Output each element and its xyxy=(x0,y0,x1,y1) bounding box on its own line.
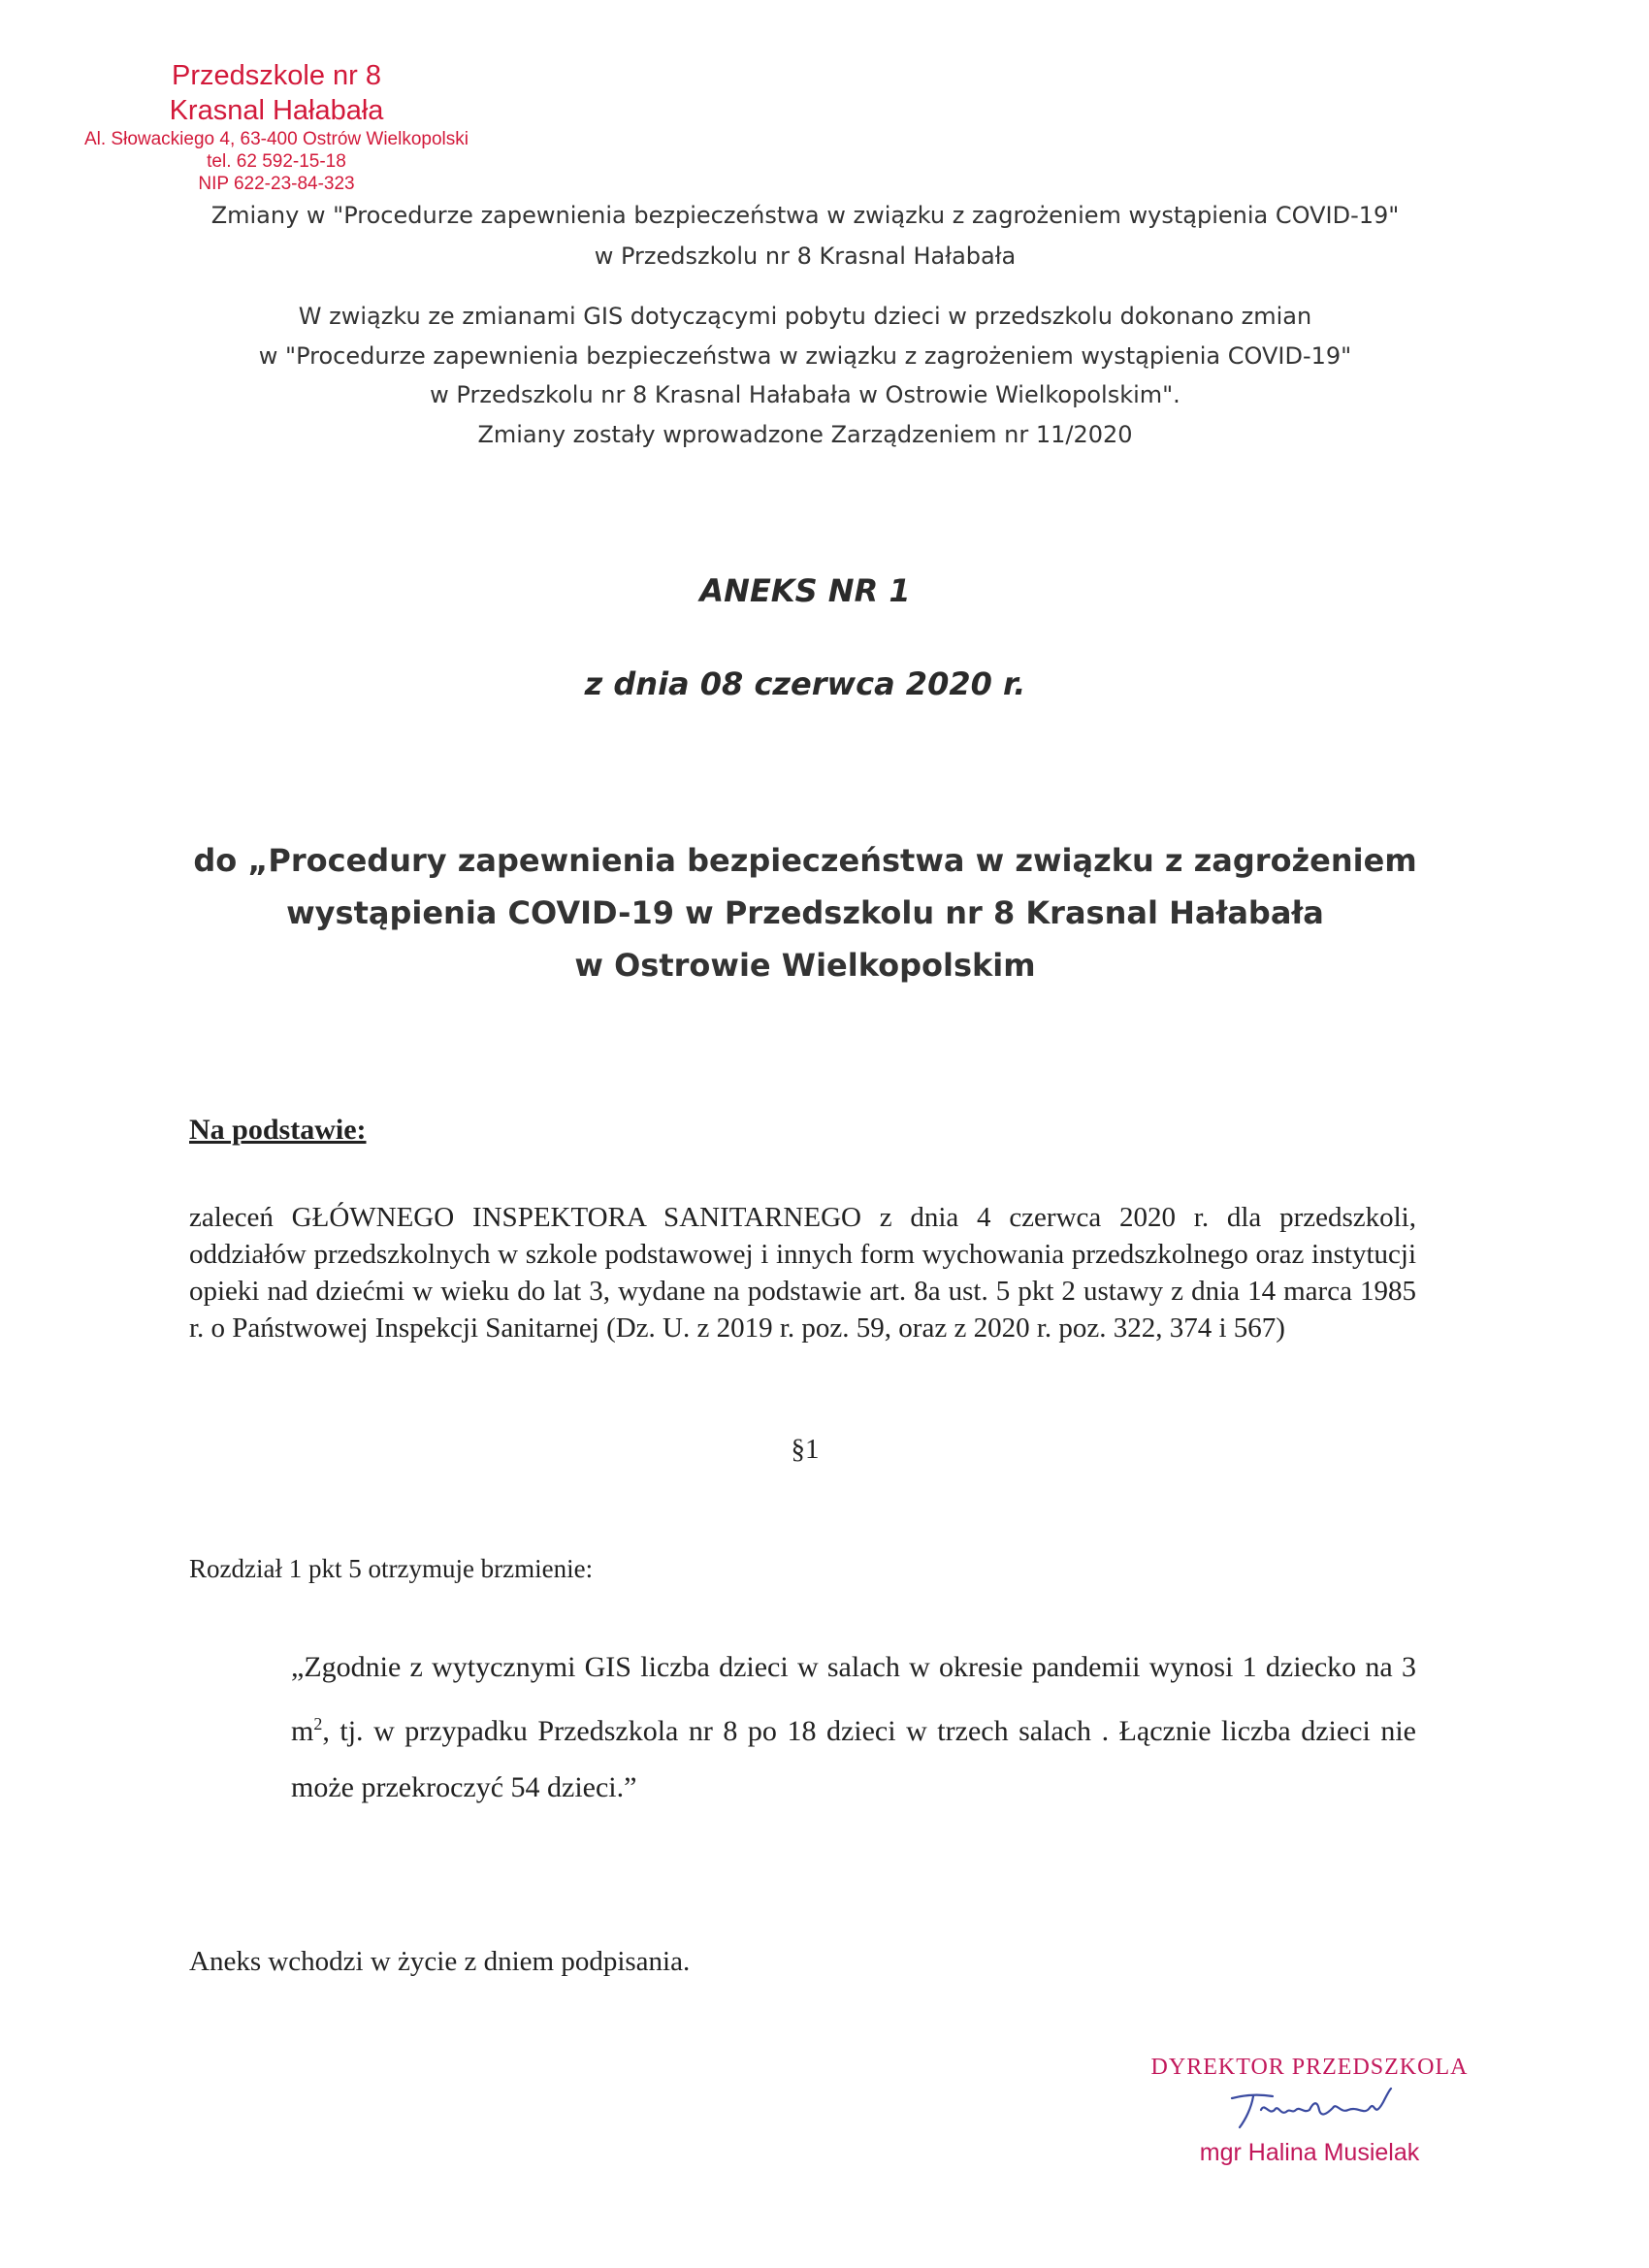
quote-part-1: „Zgodnie z wytycznymi GIS liczba dzieci w salach w okresie pandemii wynosi 1 dziecko na 3 m xyxy=(291,1651,1416,1747)
header-line-6: Zmiany zostały wprowadzone Zarządzeniem nr 11/2020 xyxy=(477,421,1133,448)
chapter-statement: Rozdział 1 pkt 5 otrzymuje brzmienie: xyxy=(189,1554,594,1583)
signature-role: DYREKTOR PRZEDSZKOLA xyxy=(1150,2055,1469,2080)
basis-text: zaleceń GŁÓWNEGO INSPEKTORA SANITARNEGO z dnia 4 czerwca 2020 r. dla przedszkoli, oddziałów przedszkolnych w szkole podstawowej i innych form wychowania przedszkolnego oraz instytucji opieki nad dziećmi w wieku do lat 3, wydane na podstawie art. 8a ust. 5 pkt 2 ustawy z dnia 14 marca 1985 r. o Państwowej Inspekcji Sanitarnej (Dz. U. z 2019 r. poz. 59, oraz z 2020 r. poz. 322, 374 i 567) xyxy=(189,1202,1416,1344)
header-line-4: w "Procedurze zapewnienia bezpieczeństwa w związku z zagrożeniem wystąpienia COVID-19" xyxy=(258,342,1352,370)
header-line-5: w Przedszkolu nr 8 Krasnal Hałabała w Ostrowie Wielkopolskim". xyxy=(430,381,1180,408)
header-line-3: W związku ze zmianami GIS dotyczącymi pobytu dzieci w przedszkolu dokonano zmian xyxy=(298,303,1312,330)
section-mark: §1 xyxy=(791,1434,820,1465)
stamp-phone: tel. 62 592-15-18 xyxy=(207,151,346,172)
signature-block xyxy=(1145,2055,1474,2167)
stamp-address: Al. Słowackiego 4, 63-400 Ostrów Wielkopolski xyxy=(83,129,469,149)
institution-stamp xyxy=(0,58,553,195)
basis-label: Na podstawie: xyxy=(189,1114,367,1146)
stamp-name-line2: Krasnal Hałabała xyxy=(169,95,384,126)
quote-part-2: , tj. w przypadku Przedszkola nr 8 po 18 dzieci w trzech salach . Łącznie liczba dzieci nie może przekroczyć 54 dzieci.” xyxy=(291,1715,1416,1803)
annex-title: ANEKS NR 1 xyxy=(699,572,911,609)
quote-superscript: 2 xyxy=(313,1714,323,1733)
stamp-nip: NIP 622-23-84-323 xyxy=(198,174,355,194)
signature-name: mgr Halina Musielak xyxy=(1199,2139,1420,2166)
doc-title-line-2: wystąpienia COVID-19 w Przedszkolu nr 8 Krasnal Hałabała xyxy=(286,894,1324,931)
handwritten-signature xyxy=(1203,2081,1416,2135)
doc-title-line-1: do „Procedury zapewnienia bezpieczeństwa w związku z zagrożeniem xyxy=(193,842,1417,879)
annex-date: z dnia 08 czerwca 2020 r. xyxy=(584,665,1026,702)
doc-title-line-3: w Ostrowie Wielkopolskim xyxy=(574,947,1036,984)
stamp-name-line1: Przedszkole nr 8 xyxy=(172,60,381,91)
effective-clause: Aneks wchodzi w życie z dniem podpisania. xyxy=(189,1946,691,1977)
amendment-quote xyxy=(291,1639,1416,1816)
header-line-1: Zmiany w "Procedurze zapewnienia bezpieczeństwa w związku z zagrożeniem wystąpienia COVID-19" xyxy=(210,202,1400,229)
header-line-2: w Przedszkolu nr 8 Krasnal Hałabała xyxy=(594,243,1017,270)
